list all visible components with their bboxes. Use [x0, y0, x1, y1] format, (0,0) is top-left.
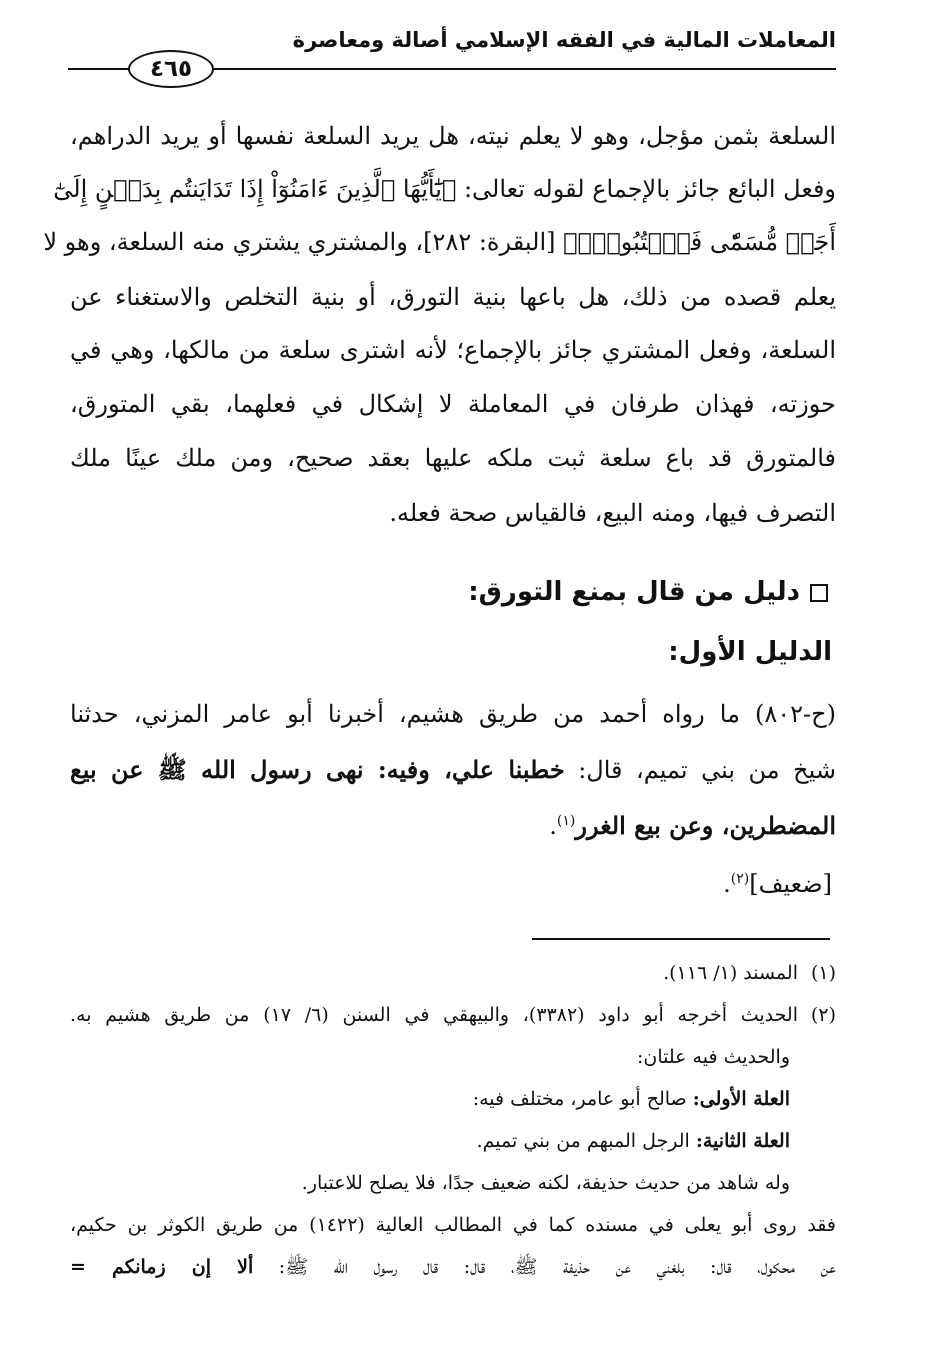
footnote-ref-2[interactable]: (٢): [730, 871, 750, 887]
footnote-2-line-6: فقد روى أبو يعلى في مسنده كما في المطالب العالية (١٤٢٢) من طريق الكوثر بن حكيم،: [70, 1214, 836, 1236]
hadith-line-3-bold: المضطرين، وعن بيع الغرر: [575, 811, 836, 840]
body-line-7: فالمتورق قد باع سلعة ثبت ملكه عليها بعقد صحيح، ومن ملك عينًا ملك: [70, 444, 836, 472]
hadith-line-3: [70, 802, 836, 850]
second-defect-label: العلة الثانية:: [695, 1130, 790, 1152]
footnote-2-line-7-bold: ألا إن زمانكم =: [70, 1256, 254, 1278]
footnote-2-line-7-plain: عن محكول، قال: بلغني عن حذيفة ﷺ، قال: قال رسول الله ﷺ:: [253, 1256, 836, 1278]
body-line-3: أَجَلٖ مُّسَمّٗى فَٱكۡتُبُوهُۚ﴾ [البقرة: ٢٨٢]، والمشتري يشتري منه السلعة، وهو لا: [43, 228, 836, 256]
footnote-2-line-2: والحديث فيه علتان:: [636, 1046, 790, 1068]
subheading: الدليل الأول:: [668, 637, 832, 667]
second-defect-text: الرجل المبهم من بني تميم.: [476, 1130, 696, 1152]
section-heading: [468, 570, 828, 614]
footnote-1: [70, 956, 836, 990]
hadith-line-2: [70, 746, 836, 794]
footnote-2-number: (٢): [810, 1004, 836, 1026]
footnote-2: [70, 998, 836, 1032]
body-line-1: السلعة بثمن مؤجل، وهو لا يعلم نيته، هل يريد السلعة نفسها أو يريد الدراهم،: [70, 122, 837, 150]
hadith-line-2-plain: شيخ من بني تميم، قال:: [564, 756, 836, 784]
running-title: المعاملات المالية في الفقه الإسلامي أصالة ومعاصرة: [292, 28, 836, 52]
body-line-6: حوزته، فهذان طرفان في المعاملة لا إشكال في فعلهما، بقي المتورق،: [70, 390, 836, 418]
hadith-line-3-end: .: [549, 812, 557, 840]
hadith-grade: [66, 860, 832, 908]
hadith-line-1: (ح-٨٠٢) ما رواه أحمد من طريق هشيم، أخبرنا أبو عامر المزني، حدثنا: [70, 700, 836, 728]
grade-text: [ضعيف]: [749, 870, 832, 898]
footnote-1-number: (١): [810, 962, 836, 984]
grade-end: .: [723, 870, 731, 898]
footnote-separator: [532, 938, 830, 940]
section-heading-text: دليل من قال بمنع التورق:: [468, 577, 800, 607]
footnote-2-line-7: [70, 1250, 836, 1284]
footnote-2-line-3: [70, 1082, 790, 1116]
footnote-2-line-5: وله شاهد من حديث حذيفة، لكنه ضعيف جدًا، فلا يصلح للاعتبار.: [301, 1172, 790, 1194]
first-defect-text: صالح أبو عامر، مختلف فيه:: [472, 1088, 693, 1110]
body-line-8: التصرف فيها، ومنه البيع، فالقياس صحة فعله.: [389, 499, 836, 527]
body-line-2: وفعل البائع جائز بالإجماع لقوله تعالى: ﴿يَٰٓأَيُّهَا ٱلَّذِينَ ءَامَنُوٓاْ إِذَا تَدَايَنتُم بِدَيۡنٍ إِلَىٰٓ: [53, 175, 836, 203]
page-number: ٤٦٥: [128, 50, 214, 88]
footnote-ref-1[interactable]: (١): [556, 813, 576, 829]
body-line-5: السلعة، وفعل المشتري جائز بالإجماع؛ لأنه اشترى سلعة من مالكها، وهي في: [70, 336, 836, 364]
footnote-2-line-4: [70, 1124, 790, 1158]
hadith-line-2-bold: خطبنا علي، وفيه: نهى رسول الله ﷺ عن بيع: [70, 755, 565, 784]
footnote-1-text: المسند (١/ ١١٦).: [663, 962, 798, 984]
body-line-4: يعلم قصده من ذلك، هل باعها بنية التورق، أو بنية التخلص والاستغناء عن: [70, 283, 836, 311]
first-defect-label: العلة الأولى:: [692, 1088, 790, 1110]
footnote-2-text: الحديث أخرجه أبو داود (٣٣٨٢)، والبيهقي في السنن (٦/ ١٧) من طريق هشيم به.: [70, 1004, 798, 1026]
square-bullet-icon: [810, 584, 828, 602]
